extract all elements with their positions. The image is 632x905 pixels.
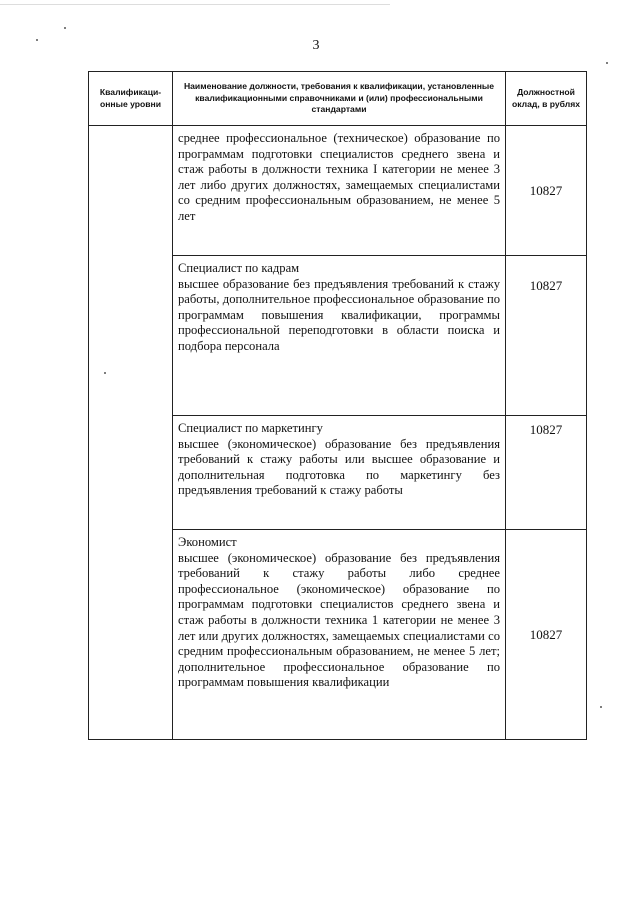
- position-cell: [173, 256, 506, 416]
- salary-value: 10827: [529, 626, 563, 642]
- requirements-text: высшее (экономическое) образование без предъявления требований к стажу работы либо среднее профессиональное (экономическое) образование по программам подготовки специалистов среднего звена и стаж работы в должности техника 1 категории не менее 3 лет или других должностях, замещаемых специалистами со средним профессиональным образованием, не менее 5 лет; дополнительное профессиональное образование по программам повышения квалификации: [178, 550, 500, 690]
- salary-cell: [506, 126, 587, 256]
- requirements-text: высшее образование без предъявления требований к стажу работы, дополнительное профессиональное образование по программам повышения квалификации, программы профессиональной переподготовки в области поиска и подбора персонала: [178, 276, 500, 353]
- position-cell: [173, 530, 506, 740]
- salary-table: [88, 71, 587, 740]
- position-title: Экономист: [178, 535, 237, 549]
- salary-value: 10827: [529, 278, 563, 293]
- position-title: Специалист по кадрам: [178, 261, 300, 275]
- position-title: Специалист по маркетингу: [178, 421, 323, 435]
- position-cell: [173, 126, 506, 256]
- scan-speck: [600, 706, 602, 708]
- salary-value: 10827: [529, 182, 563, 198]
- header-salary: Должностной оклад, в рублях: [506, 72, 587, 126]
- salary-value: 10827: [529, 422, 563, 437]
- scan-artifact-line: [0, 4, 390, 5]
- table-header-row: [89, 72, 587, 126]
- salary-cell: [506, 416, 587, 530]
- requirements-text: высшее (экономическое) образование без предъявления требований к стажу работы или высшее образование и дополнительная подготовка по маркетингу без предъявления требований к стажу работы: [178, 436, 500, 498]
- table-row: [89, 126, 587, 256]
- scan-speck: [606, 62, 608, 64]
- qualification-level-cell: [89, 126, 173, 740]
- salary-cell: [506, 256, 587, 416]
- requirements-text: среднее профессиональное (техническое) образование по программам подготовки специалистов среднего звена и стаж работы в должности техника I категории не менее 3 лет либо других должностях, замещаемых специалистами со средним профессиональным образованием, не менее 5 лет: [178, 131, 500, 223]
- header-position-requirements: Наименование должности, требования к квалификации, установленные квалификационными справочниками и (или) профессиональными стандартами: [173, 72, 506, 126]
- scan-speck: [64, 27, 66, 29]
- page-number: 3: [312, 38, 320, 53]
- salary-cell: [506, 530, 587, 740]
- position-cell: [173, 416, 506, 530]
- header-qualification-levels: Квалификаци-онные уровни: [89, 72, 173, 126]
